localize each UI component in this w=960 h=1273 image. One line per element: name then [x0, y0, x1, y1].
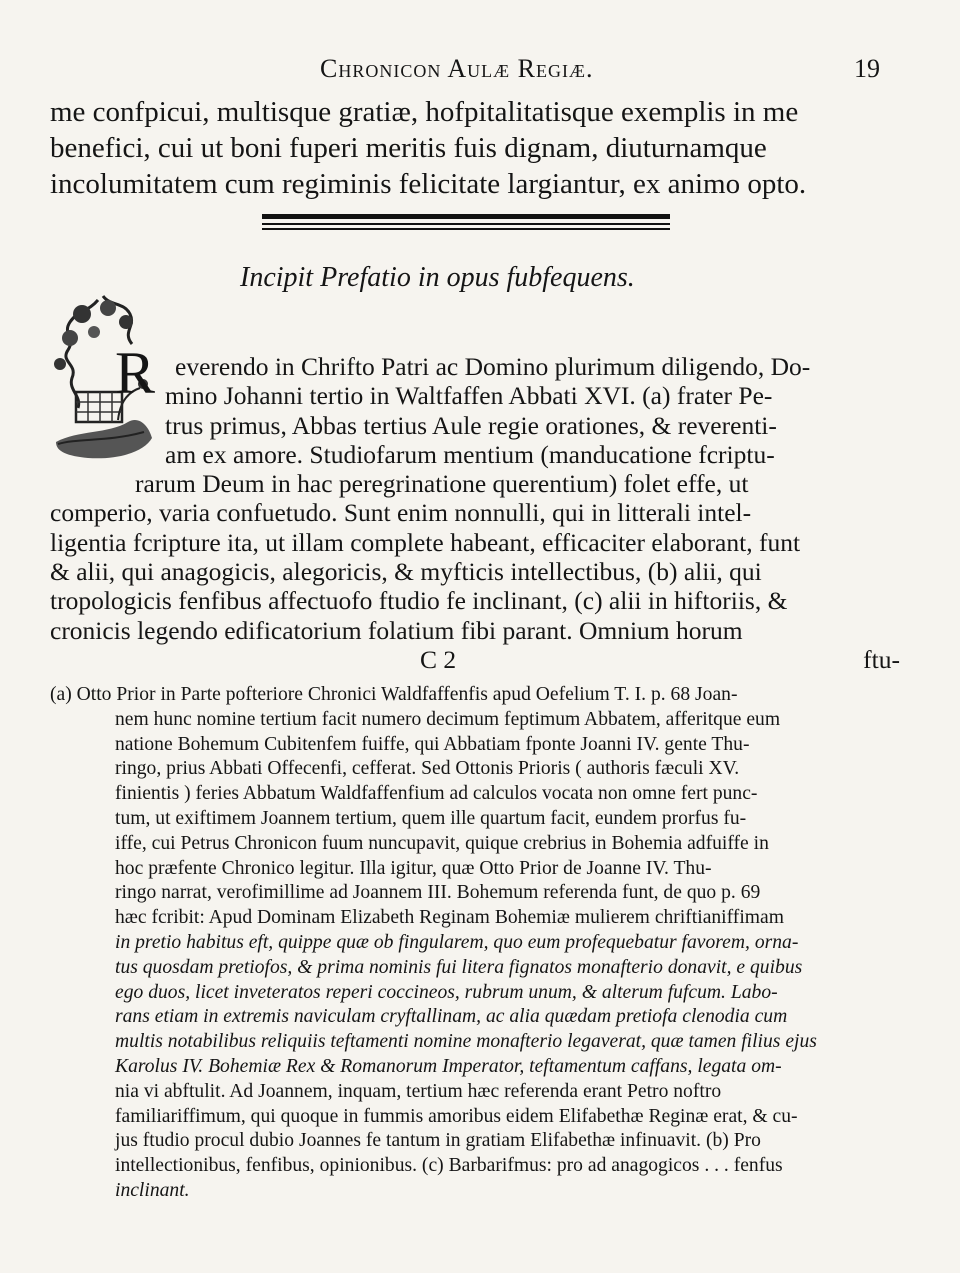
footnote-line: intellectionibus, fenfibus, opinionibus. (c) Barbarifmus: pro ad anagogicos . . . fenfus: [115, 1155, 783, 1177]
footnote-line: Karolus IV. Bohemiæ Rex & Romanorum Imperator, teftamentum caffans, legata om-: [115, 1055, 782, 1077]
rule-thin: [262, 228, 670, 230]
footnote-line: nia vi abftulit. Ad Joannem, inquam, tertium hæc referenda erant Petro noftro: [115, 1080, 722, 1102]
footnote-line: inclinant.: [115, 1179, 190, 1201]
intro-paragraph: [50, 94, 910, 202]
footnote-line: (a) Otto Prior in Parte pofteriore Chronici Waldfaffenfis apud Oefelium T. I. p. 68 Joan-: [50, 684, 738, 705]
footnote-line: jus ftudio procul dubio Joannes fe tantum in gratiam Elifabethæ infinuavit. (b) Pro: [115, 1130, 761, 1152]
footnote-line: tus quosdam pretiofos, & prima nominis fui litera fignatos monafterio donavit, e quibus: [115, 956, 803, 978]
rule-thick: [262, 214, 670, 219]
section-title: Incipit Prefatio in opus fubfequens.: [240, 262, 635, 293]
drop-cap-initial: R: [115, 340, 156, 406]
footnote-line: in pretio habitus eft, quippe quæ ob fingularem, quo eum profequebatur favorem, orna-: [115, 931, 799, 953]
signature-line: [50, 645, 910, 674]
footnote-line: hæc fcribit: Apud Dominam Elizabeth Reginam Bohemiæ mulierem chriftianiffimam: [115, 907, 784, 929]
intro-line: me confpicui, multisque gratiæ, hofpitalitatisque exemplis in me: [50, 96, 799, 128]
body-line: mino Johanni tertio in Waltfaffen Abbati XVI. (a) frater Pe-: [165, 381, 773, 411]
footnote-line: natione Bohemum Cubitenfem fuiffe, qui Abbatiam fponte Joanni IV. gente Thu-: [115, 733, 750, 755]
catchword: ftu-: [863, 644, 900, 674]
footnote-line: nem hunc nomine tertium facit numero decimum feptimum Abbatem, afferitque eum: [115, 708, 781, 730]
footnotes: [50, 683, 910, 1204]
signature-mark: C 2: [420, 644, 457, 674]
body-line: cronicis legendo edificatorium folatium fibi parant. Omnium horum: [50, 615, 743, 645]
intro-line: benefici, cui ut boni fuperi meritis fuis dignam, diuturnamque: [50, 132, 767, 164]
body-line: am ex amore. Studiofarum mentium (manducatione fcriptu-: [165, 439, 775, 469]
footnote-line: multis notabilibus reliquiis teftamenti nomine monafterio legaverat, quæ tamen filius ejus: [115, 1031, 817, 1053]
footnote-line: tum, ut exiftimem Joannem tertium, quem ille quartum facit, eundem prorfus fu-: [115, 807, 747, 829]
footnote-line: rans etiam in extremis naviculam cryftallinam, ac alia quædam pretiofa clenodia cum: [115, 1006, 788, 1028]
footnote-line: ego duos, licet inveteratos reperi coccineos, rubrum unum, & alterum fufcum. Labo-: [115, 981, 778, 1003]
body-line: & alii, qui anagogicis, alegoricis, & myfticis intellectibus, (b) alii, qui: [50, 557, 762, 587]
footnote-line: finientis ) feries Abbatum Waldfaffenfium ad calculos vocata non omne fert punc-: [115, 783, 758, 805]
footnote-line: ringo, prius Abbati Offecenfi, cefferat. Sed Ottonis Prioris ( authoris fæculi XV.: [115, 758, 740, 780]
body-line: ligentia fcripture ita, ut illam complete habeant, efficaciter elaborant, funt: [50, 527, 801, 557]
preface-text: [50, 352, 910, 674]
page-header: [50, 50, 880, 88]
intro-line: incolumitatem cum regiminis felicitate largiantur, ex animo opto.: [50, 168, 807, 200]
footnote-line: iffe, cui Petrus Chronicon fuum nuncupavit, quique crebrius in Bohemia adfuiffe in: [115, 832, 769, 854]
running-head: Chronicon Aulæ Regiæ.: [320, 54, 594, 83]
body-line: trus primus, Abbas tertius Aule regie orationes, & reverenti-: [165, 410, 777, 440]
page-number: 19: [854, 54, 880, 83]
body-line: comperio, varia confuetudo. Sunt enim nonnulli, qui in litterali intel-: [50, 498, 752, 528]
footnote-line: familiariffimum, qui quoque in fummis amoribus eidem Elifabethæ Reginæ erat, & cu-: [115, 1105, 798, 1127]
body-line: everendo in Chrifto Patri ac Domino plurimum diligendo, Do-: [175, 352, 811, 381]
double-rule-divider: [262, 214, 670, 233]
footnote-line: ringo narrat, verofimillime ad Joannem III. Bohemum referenda funt, de quo p. 69: [115, 882, 761, 904]
rule-thin: [262, 223, 670, 225]
body-line: tropologicis fenfibus affectuofo ftudio fe inclinant, (c) alii in hiftoriis, &: [50, 586, 788, 616]
body-line: rarum Deum in hac peregrinatione querentium) folet effe, ut: [135, 469, 749, 499]
footnote-line: hoc præfente Chronico legitur. Illa igitur, quæ Otto Prior de Joanne IV. Thu-: [115, 857, 712, 879]
